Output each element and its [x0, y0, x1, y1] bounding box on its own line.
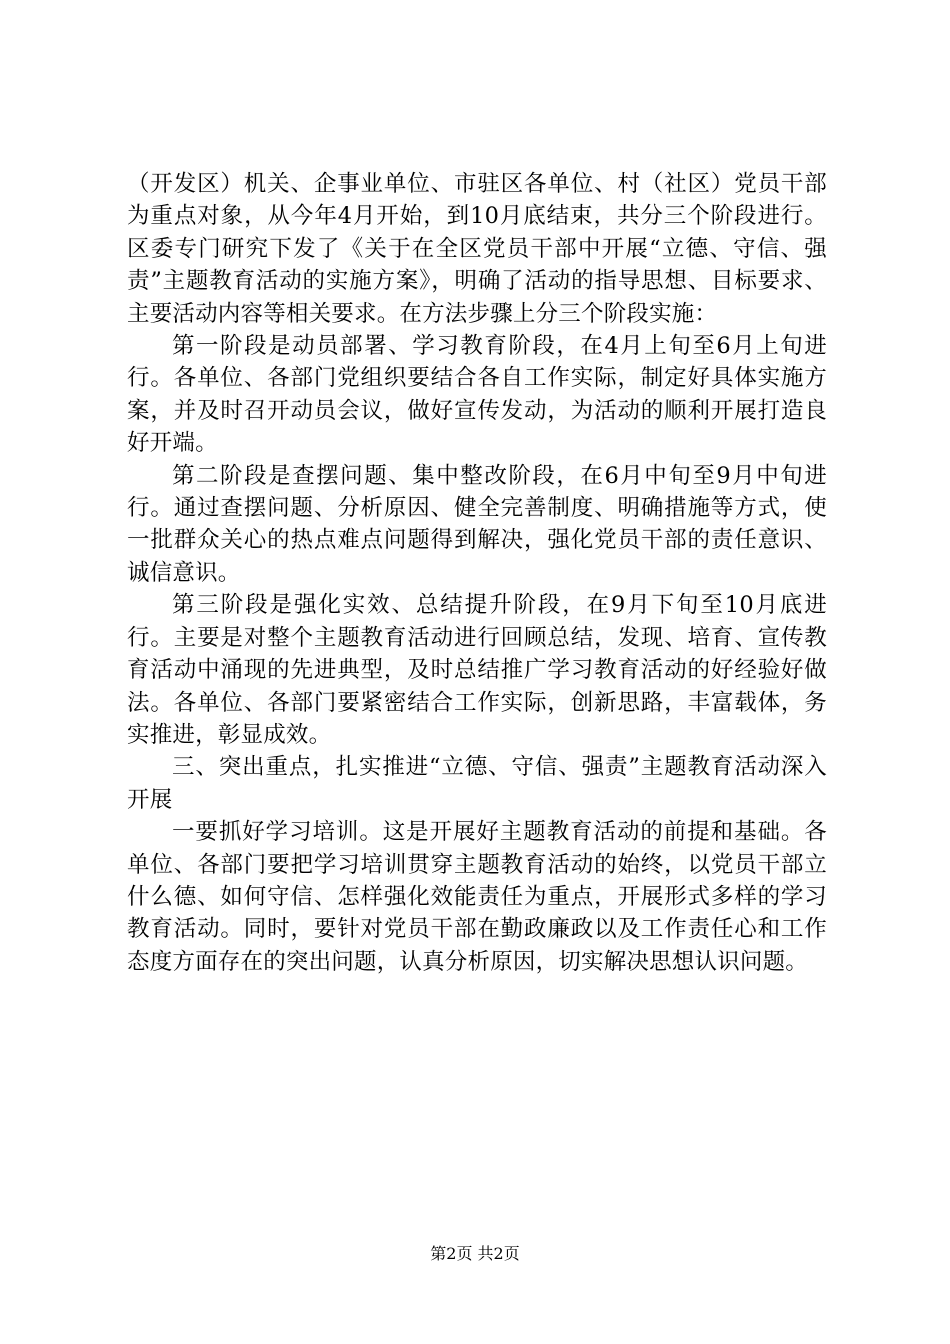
paragraph-phase-one: 第一阶段是动员部署、学习教育阶段，在4月上旬至6月上旬进行。各单位、各部门党组织要结合各自工作实际，制定好具体实施方案，并及时召开动员会议，做好宣传发动，为活动的顺利开展打造良好开端。	[127, 333, 827, 457]
document-body	[127, 168, 827, 978]
paragraph-intro: （开发区）机关、企事业单位、市驻区各单位、村（社区）党员干部为重点对象，从今年4月开始，到10月底结束，共分三个阶段进行。区委专门研究下发了《关于在全区党员干部中开展“立德、守信、强责”主题教育活动的实施方案》，明确了活动的指导思想、目标要求、主要活动内容等相关要求。在方法步骤上分三个阶段实施：	[127, 171, 827, 327]
paragraph-study-training: 一要抓好学习培训。这是开展好主题教育活动的前提和基础。各单位、各部门要把学习培训贯穿主题教育活动的始终，以党员干部立什么德、如何守信、怎样强化效能责任为重点，开展形式多样的学习教育活动。同时，要针对党员干部在勤政廉政以及工作责任心和工作态度方面存在的突出问题，认真分析原因，切实解决思想认识问题。	[127, 819, 827, 975]
paragraph-phase-two: 第二阶段是查摆问题、集中整改阶段，在6月中旬至9月中旬进行。通过查摆问题、分析原因、健全完善制度、明确措施等方式，使一批群众关心的热点难点问题得到解决，强化党员干部的责任意识、诚信意识。	[127, 462, 827, 586]
page-number-footer: 第2页 共2页	[430, 1244, 520, 1263]
section-heading-three: 三、突出重点，扎实推进“立德、守信、强责”主题教育活动深入开展	[127, 754, 827, 813]
paragraph-phase-three: 第三阶段是强化实效、总结提升阶段，在9月下旬至10月底进行。主要是对整个主题教育活动进行回顾总结，发现、培育、宣传教育活动中涌现的先进典型，及时总结推广学习教育活动的好经验好做法。各单位、各部门要紧密结合工作实际，创新思路，丰富载体，务实推进，彰显成效。	[127, 592, 827, 748]
